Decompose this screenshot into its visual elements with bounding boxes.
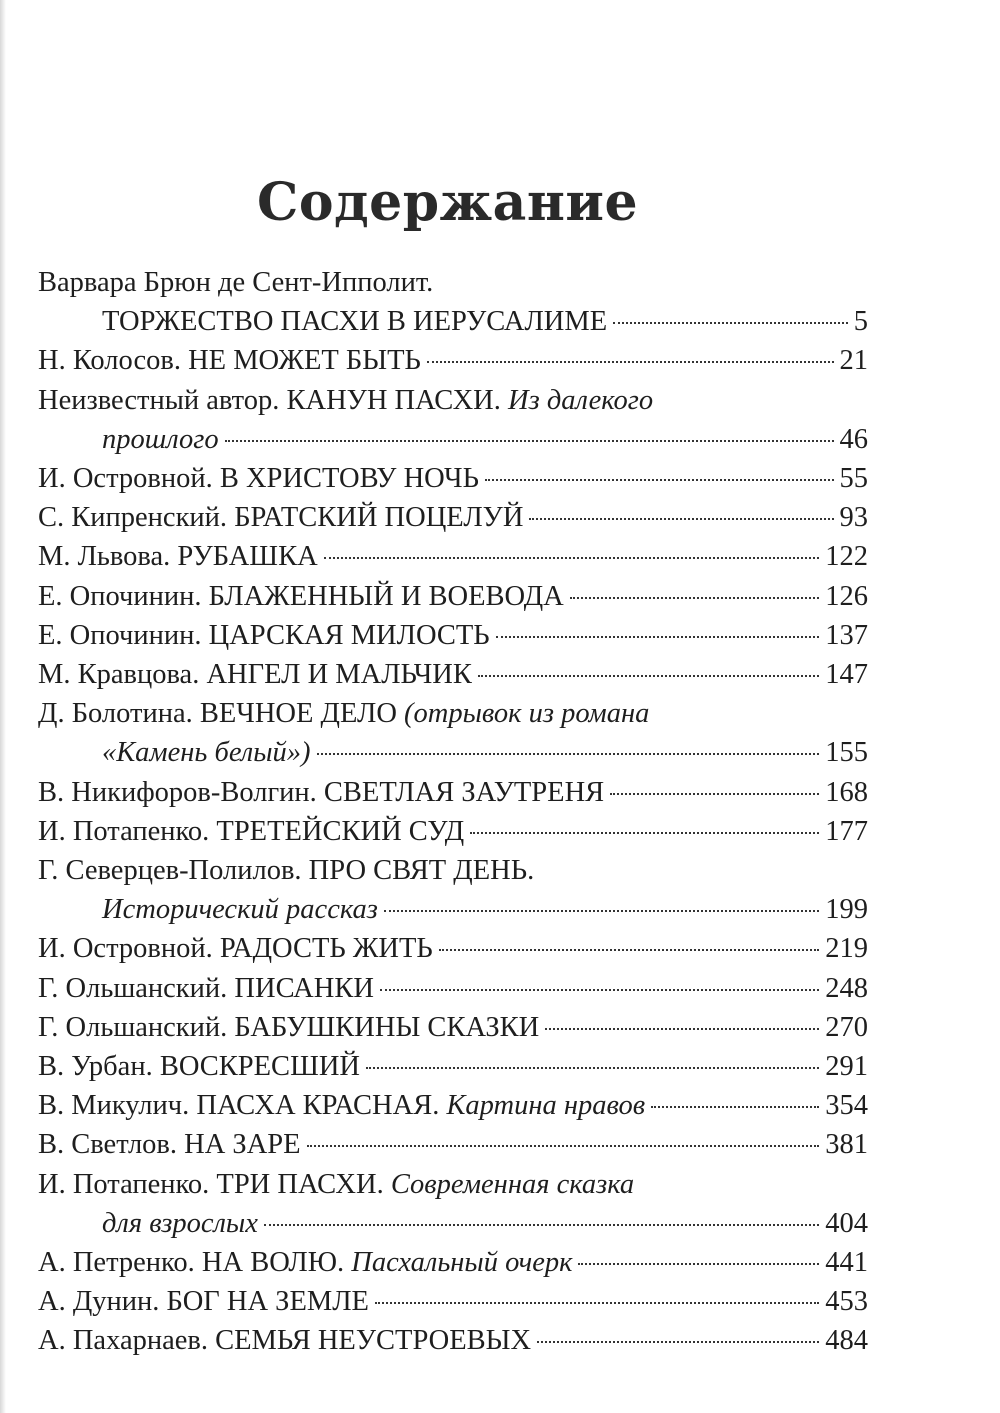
toc-work-title: БЛАЖЕННЫЙ И ВОЕВОДА [208,580,564,612]
toc-entry-line [38,1165,868,1204]
dot-leader [375,1302,819,1304]
toc-entry-line [38,1047,868,1086]
toc-page-number: 354 [825,1090,868,1122]
toc-work-title: НА ВОЛЮ. [201,1247,345,1279]
dot-leader [610,793,819,795]
toc-page-number: 137 [825,619,868,651]
toc-entry-line [38,341,868,380]
toc-entry[interactable] [38,1321,868,1360]
toc-work-title: БОГ НА ЗЕМЛЕ [166,1286,369,1318]
toc-author: Варвара Брюн де Сент-Ипполит. [38,267,434,298]
toc-work-title: БРАТСКИЙ ПОЦЕЛУЙ [234,502,524,534]
toc-entry-line [38,1086,868,1125]
toc-subtitle: Исторический рассказ [102,894,378,926]
toc-author: В. Микулич. [38,1090,190,1122]
toc-entry[interactable] [38,263,868,341]
toc-author: В. Никифоров-Волгин. [38,776,317,808]
toc-page-number: 248 [825,972,868,1004]
toc-entry[interactable] [38,929,868,968]
toc-page-number: 5 [853,306,868,338]
toc-work-title: ПАСХА КРАСНАЯ. [196,1090,440,1122]
toc-page-number: 177 [825,815,868,847]
toc-page-number: 441 [825,1247,868,1279]
toc-work-title: В ХРИСТОВУ НОЧЬ [219,463,479,495]
toc-author: Неизвестный автор. [38,384,280,416]
toc-author: И. Островной. [38,933,213,965]
toc-entry[interactable] [38,1165,868,1243]
toc-entry-line [38,537,868,576]
toc-entry-line [38,498,868,537]
toc-entry[interactable] [38,1047,868,1086]
toc-entry-line [38,733,868,772]
toc-entry[interactable] [38,1086,868,1125]
toc-subtitle: для взрослых [102,1207,258,1239]
toc-entry-line [38,302,868,341]
toc-entry-line [38,851,868,890]
dot-leader [529,518,833,520]
toc-author: В. Светлов. [38,1129,178,1161]
toc-author: Г. Северцев-Полилов. [38,855,302,887]
toc-entry[interactable] [38,969,868,1008]
dot-leader [570,597,820,599]
toc-page-number: 147 [825,659,868,691]
toc-work-title: ПРО СВЯТ ДЕНЬ. [308,855,535,887]
toc-page-number: 381 [825,1129,868,1161]
dot-leader [651,1106,819,1108]
toc-work-title: НЕ МОЖЕТ БЫТЬ [188,345,421,377]
toc-entry-line [38,459,868,498]
toc-author: В. Урбан. [38,1051,153,1083]
toc-page-number: 46 [839,423,868,455]
toc-entry[interactable] [38,694,868,772]
toc-entry[interactable] [38,498,868,537]
toc-page-number: 453 [825,1286,868,1318]
toc-work-title: ТОРЖЕСТВО ПАСХИ В ИЕРУСАЛИМЕ [102,306,608,338]
dot-leader [366,1067,819,1069]
toc-page-number: 404 [825,1207,868,1239]
dot-leader [380,989,819,991]
dot-leader [384,910,819,912]
toc-entry-line [38,1204,868,1243]
toc-page-number: 484 [825,1325,868,1357]
toc-entry-line [38,694,868,733]
toc-work-title: СВЕТЛАЯ ЗАУТРЕНЯ [323,776,605,808]
toc-page-number: 126 [825,580,868,612]
toc-work-title: АНГЕЛ И МАЛЬЧИК [206,659,472,691]
toc-entry[interactable] [38,381,868,459]
toc-entry-line [38,1125,868,1164]
toc-entry-line [38,969,868,1008]
toc-author: Н. Колосов. [38,345,181,377]
toc-work-title: РАДОСТЬ ЖИТЬ [219,933,433,965]
dot-leader [496,636,820,638]
toc-page-number: 55 [839,463,868,495]
toc-work-title: КАНУН ПАСХИ. [286,384,501,416]
toc-subtitle: (отрывок из романа [404,698,650,730]
dot-leader [264,1224,819,1226]
toc-entry[interactable] [38,851,868,929]
toc-subtitle: Пасхальный очерк [351,1247,573,1279]
toc-work-title: СЕМЬЯ НЕУСТРОЕВЫХ [215,1325,532,1357]
toc-work-title: ТРИ ПАСХИ. [216,1168,384,1200]
toc-page-number: 122 [825,541,868,573]
toc-entry[interactable] [38,1243,868,1282]
toc-author: И. Потапенко. [38,1168,210,1200]
toc-author: Д. Болотина. [38,698,193,730]
toc-entry-line [38,929,868,968]
toc-subtitle: Картина нравов [446,1090,646,1122]
toc-entry-line [38,1321,868,1360]
dot-leader [537,1341,819,1343]
toc-entry[interactable] [38,812,868,851]
toc-author: М. Кравцова. [38,659,200,691]
toc-page-number: 93 [839,502,868,534]
toc-author: Е. Опочинин. [38,619,202,651]
dot-leader [427,361,834,363]
toc-entry-line [38,616,868,655]
toc-entry-line [38,773,868,812]
toc-work-title: ВОСКРЕСШИЙ [159,1051,360,1083]
dot-leader [485,479,834,481]
toc-page-number: 21 [839,345,868,377]
toc-work-title: НА ЗАРЕ [184,1129,301,1161]
table-of-contents [38,263,868,1361]
toc-entry[interactable] [38,537,868,576]
dot-leader [613,322,848,324]
toc-author: И. Островной. [38,463,213,495]
toc-entry-line [38,812,868,851]
toc-entry[interactable] [38,1282,868,1321]
toc-author: Г. Ольшанский. [38,1011,228,1043]
toc-author: Е. Опочинин. [38,580,202,612]
toc-subtitle: Современная сказка [390,1168,635,1200]
toc-entry[interactable] [38,1008,868,1047]
toc-author: А. Пахарнаев. [38,1325,208,1357]
toc-page-number: 155 [825,737,868,769]
toc-subtitle: «Камень белый») [102,737,311,769]
toc-work-title: РУБАШКА [177,541,318,573]
toc-subtitle: прошлого [102,423,219,455]
toc-author: А. Дунин. [38,1286,160,1318]
toc-page-number: 291 [825,1051,868,1083]
toc-author: М. Львова. [38,541,171,573]
toc-entry-line [38,263,868,302]
page-title: Содержание [256,172,639,233]
dot-leader [439,949,819,951]
toc-entry[interactable] [38,655,868,694]
dot-leader [478,675,819,677]
toc-entry[interactable] [38,341,868,380]
toc-work-title: ПИСАНКИ [234,972,374,1004]
toc-entry-line [38,577,868,616]
dot-leader [545,1028,819,1030]
toc-work-title: ЦАРСКАЯ МИЛОСТЬ [208,619,490,651]
toc-entry-line [38,1008,868,1047]
toc-entry[interactable] [38,459,868,498]
toc-page-number: 270 [825,1011,868,1043]
toc-entry[interactable] [38,577,868,616]
toc-author: С. Кипренский. [38,502,228,534]
toc-subtitle: Из далекого [508,384,654,416]
dot-leader [307,1145,820,1147]
toc-entry[interactable] [38,1125,868,1164]
toc-entry-line [38,1282,868,1321]
toc-author: И. Потапенко. [38,815,210,847]
toc-entry-line [38,890,868,929]
dot-leader [470,832,819,834]
toc-entry-line [38,420,868,459]
toc-work-title: ВЕЧНОЕ ДЕЛО [199,698,397,730]
toc-author: Г. Ольшанский. [38,972,228,1004]
dot-leader [578,1263,819,1265]
toc-page-number: 219 [825,933,868,965]
toc-work-title: ТРЕТЕЙСКИЙ СУД [216,815,465,847]
toc-author: А. Петренко. [38,1247,195,1279]
toc-page-number: 199 [825,894,868,926]
toc-entry-line [38,1243,868,1282]
toc-entry[interactable] [38,773,868,812]
toc-entry-line [38,655,868,694]
toc-work-title: БАБУШКИНЫ СКАЗКИ [234,1011,540,1043]
toc-entry-line [38,381,868,420]
toc-entry[interactable] [38,616,868,655]
dot-leader [324,557,820,559]
dot-leader [225,440,834,442]
toc-page-number: 168 [825,776,868,808]
dot-leader [317,753,820,755]
